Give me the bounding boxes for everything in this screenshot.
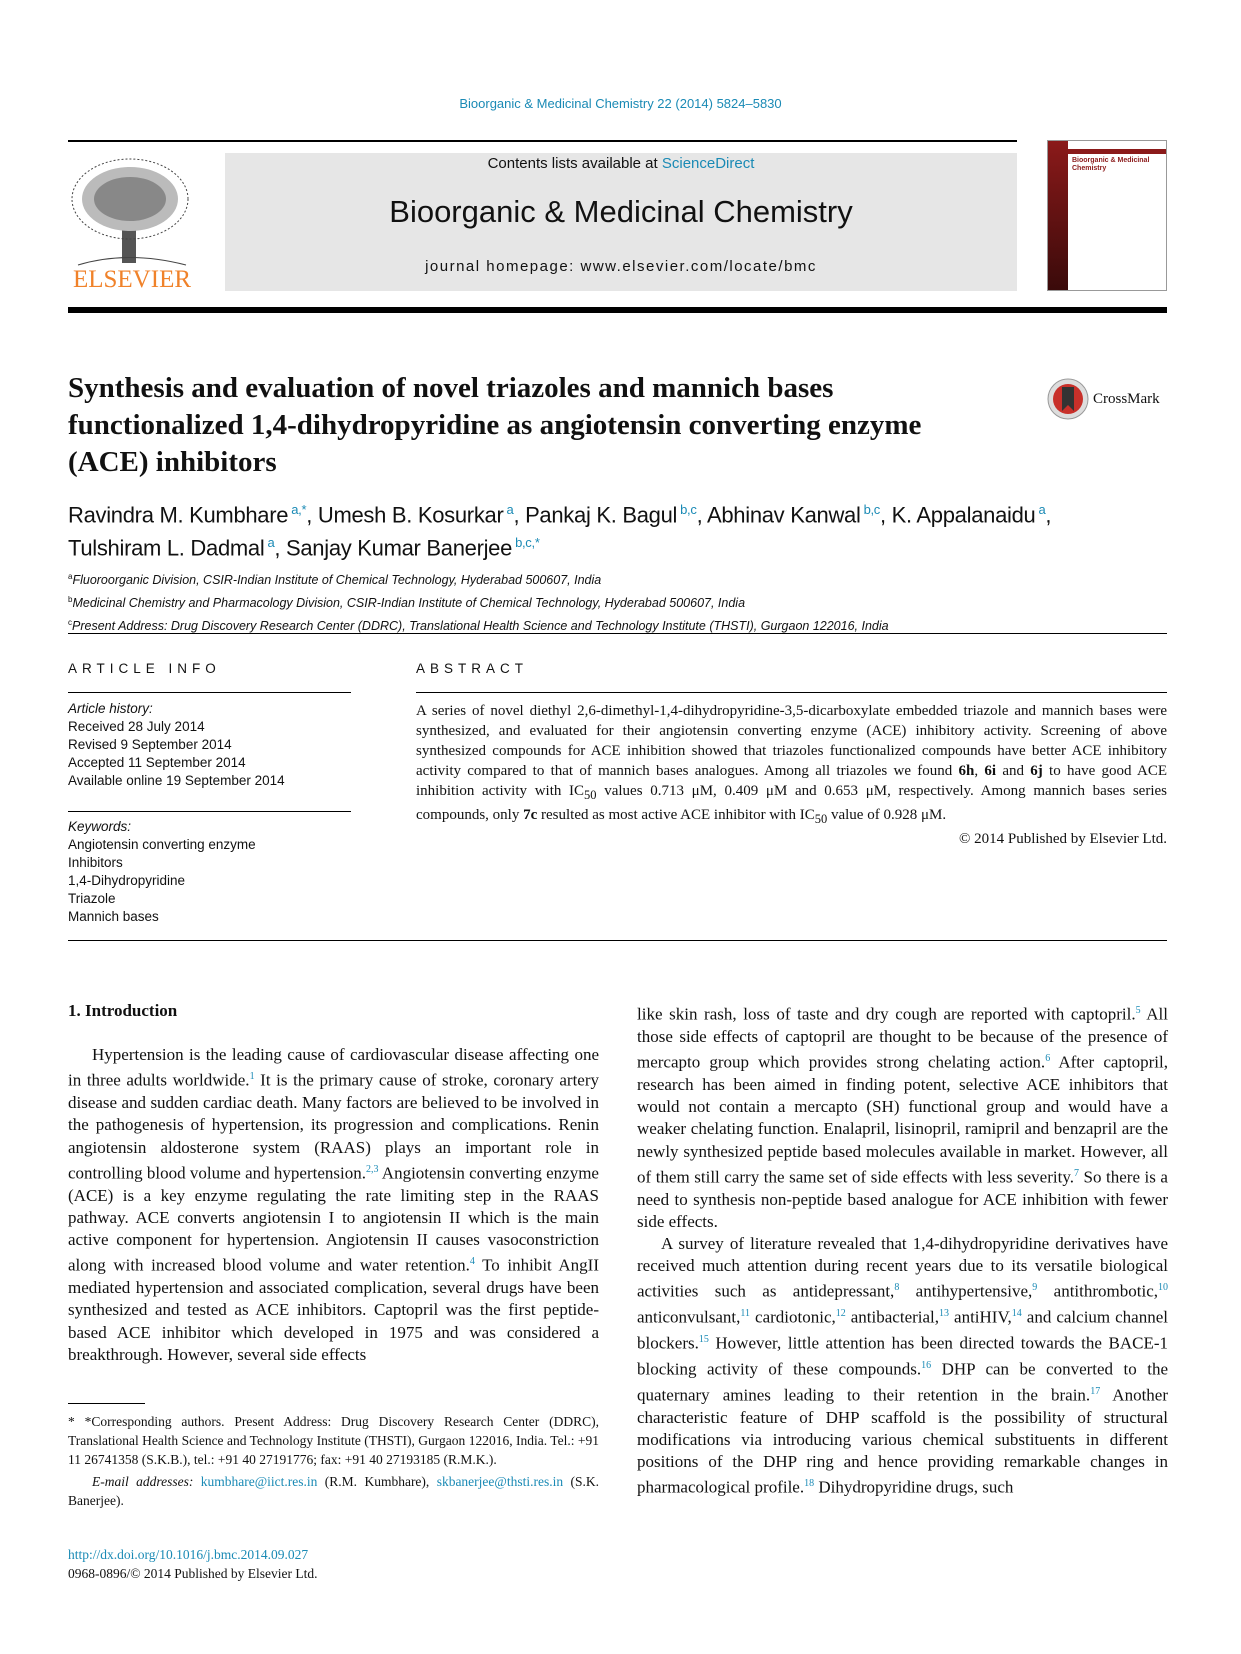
- reference-citation[interactable]: 4: [469, 1256, 475, 1268]
- divider: [68, 692, 351, 693]
- reference-citation[interactable]: 13: [939, 1308, 950, 1320]
- affiliation-mark: c: [68, 618, 72, 628]
- reference-citation[interactable]: 18: [804, 1478, 815, 1490]
- affiliation-text: Medicinal Chemistry and Pharmacology Division, CSIR-Indian Institute of Chemical Technology, Hyderabad 500607, India: [72, 596, 746, 611]
- author-separator: ,: [274, 535, 286, 561]
- history-label: Article history:: [68, 701, 153, 716]
- text-run: 50: [584, 788, 597, 802]
- svg-text:ELSEVIER: ELSEVIER: [72, 266, 192, 291]
- text-run: A survey of literature revealed that 1,4-dihydropyridine derivatives have received much attention during recent years due to its versatile biological activities such as antidepressant,: [637, 1234, 1168, 1302]
- text-run: antihypertensive,: [899, 1282, 1033, 1302]
- doi-block: [68, 1545, 318, 1583]
- compound-label: 6i: [984, 763, 997, 779]
- author-name: K. Appalanaidu: [891, 502, 1036, 528]
- author-separator: ,: [1045, 502, 1052, 528]
- text-run: cardiotonic,: [750, 1307, 836, 1327]
- email-link-kumbhare[interactable]: kumbhare@iict.res.in: [200, 1474, 318, 1489]
- reference-citation[interactable]: 10: [1158, 1282, 1169, 1294]
- journal-cover-thumbnail[interactable]: [1047, 140, 1167, 291]
- journal-name: Bioorganic & Medicinal Chemistry: [389, 194, 853, 229]
- footnote-rule: [68, 1403, 145, 1404]
- keyword: Mannich bases: [68, 909, 159, 924]
- affiliation-text: Fluoroorganic Division, CSIR-Indian Institute of Chemical Technology, Hyderabad 500607, India: [72, 573, 602, 588]
- author-separator: ,: [696, 502, 707, 528]
- author-name: Pankaj K. Bagul: [525, 502, 678, 528]
- reference-citation[interactable]: 2,3: [365, 1163, 379, 1175]
- text-run: value of 0.928 μM.: [827, 807, 947, 823]
- author-affiliation-marks[interactable]: a: [1038, 502, 1046, 517]
- author-separator: ,: [880, 502, 892, 528]
- keyword: Triazole: [68, 891, 116, 906]
- crossmark-badge[interactable]: [1047, 378, 1160, 420]
- reference-citation[interactable]: 15: [698, 1334, 709, 1346]
- email-owner: (R.M. Kumbhare),: [317, 1474, 437, 1489]
- keyword: Inhibitors: [68, 855, 123, 870]
- affiliations: [68, 567, 889, 636]
- email-label: E-mail addresses:: [92, 1474, 194, 1489]
- compound-label: 7c: [523, 807, 538, 823]
- text-run: A series of novel diethyl 2,6-dimethyl-1,4-dihydropyridine-3,5-dicarboxylate embedded triazole and mannich bases were synthesized, and evaluated for their angiotensin converting enzyme (ACE) inhibitory activity. Screening of above synthesized compounds for ACE inhibition showed that triazoles functionalized compounds have better ACE inhibitory activity compared to that of mannich bases analogues. Among all triazoles we found: [416, 703, 1167, 779]
- contents-line: [225, 155, 1017, 172]
- text-run: to have good ACE inhibition activity with IC: [416, 763, 1167, 799]
- text-run: DHP can be converted to the quaternary amines leading to their retention in the brain.: [637, 1359, 1168, 1405]
- email-owner: (S.K. Banerjee).: [68, 1474, 599, 1508]
- divider: [68, 940, 1167, 941]
- divider: [68, 811, 351, 812]
- text-run: So there is a need to synthesis non-peptide based analogue for ACE inhibition with fewer side effects.: [637, 1167, 1168, 1231]
- journal-reference[interactable]: [0, 96, 1241, 111]
- author-name: Tulshiram L. Dadmal: [68, 535, 265, 561]
- keywords-label: Keywords:: [68, 819, 132, 834]
- text-run: anticonvulsant,: [637, 1307, 741, 1327]
- elsevier-tree-icon: [68, 155, 196, 291]
- body-right-column: [637, 1000, 1168, 1499]
- email-link-banerjee[interactable]: skbanerjee@thsti.res.in: [436, 1474, 564, 1489]
- author-affiliation-marks[interactable]: a,*: [291, 502, 307, 517]
- history-item: Received 28 July 2014: [68, 719, 205, 734]
- corresponding-author-note: * *Corresponding authors. Present Address: Drug Discovery Research Center (DDRC), Translational Health Science and Technology Institute (THSTI), Gurgaon 122016, India. Tel.: +91 11 26741358 (S.K.B.), tel.: +91 40 27191776; fax: +91 40 27193185 (R.M.K.).: [68, 1414, 599, 1467]
- affiliation-text: Present Address: Drug Discovery Research Center (DDRC), Translational Health Science and Technology Institute (THSTI), Gurgaon 122016, India: [72, 619, 889, 634]
- history-item: Accepted 11 September 2014: [68, 755, 246, 770]
- affiliation-mark: b: [68, 595, 73, 605]
- text-run: It is the primary cause of stroke, coronary artery disease and sudden cardiac death. Many factors are believed to be involved in the pathogenesis of hypertension, its progression and complications. Renin angiotensin aldosterone system (RAAS) plays an important role in controlling blood volume and hypertension.: [68, 1071, 599, 1183]
- journal-banner: [225, 153, 1017, 291]
- contents-label: Contents lists available at: [487, 155, 662, 172]
- text-run: resulted as most active ACE inhibitor with IC: [537, 807, 815, 823]
- journal-reference-link[interactable]: Bioorganic & Medicinal Chemistry 22 (2014) 5824–5830: [459, 96, 782, 111]
- compound-label: 6h: [958, 763, 975, 779]
- author-affiliation-marks[interactable]: b,c: [863, 502, 881, 517]
- footnotes: [68, 1412, 599, 1510]
- reference-citation[interactable]: 1: [249, 1071, 255, 1083]
- reference-citation[interactable]: 6: [1045, 1053, 1051, 1065]
- text-run: and calcium channel blockers.: [637, 1307, 1168, 1353]
- text-run: antiHIV,: [949, 1307, 1012, 1327]
- author-separator: ,: [306, 502, 318, 528]
- reference-citation[interactable]: 8: [894, 1282, 900, 1294]
- cover-bar: [1068, 149, 1166, 154]
- cover-band: [1048, 141, 1068, 290]
- text-run: To inhibit AngII mediated hypertension and associated complication, several drugs have been synthesized and tested as ACE inhibitors. Captopril was the first peptide-based ACE inhibitor which developed in 1975 and was considered a breakthrough. However, several side effects: [68, 1256, 599, 1364]
- text-run: values 0.713 μM, 0.409 μM and 0.653 μM, respectively. Among mannich bases series compounds, only: [416, 783, 1167, 823]
- reference-citation[interactable]: 16: [921, 1359, 932, 1371]
- article-title: Synthesis and evaluation of novel triazoles and mannich bases functionalized 1,4-dihydropyridine as angiotensin converting enzyme (ACE) inhibitors: [68, 372, 922, 478]
- text-run: antithrombotic,: [1037, 1282, 1159, 1302]
- crossmark-icon: [1047, 378, 1089, 420]
- history-item: Revised 9 September 2014: [68, 737, 232, 752]
- reference-citation[interactable]: 11: [740, 1308, 751, 1320]
- text-run: and: [996, 763, 1031, 779]
- abstract-text: [416, 701, 1167, 829]
- text-run: 50: [814, 812, 828, 826]
- text-run: like skin rash, loss of taste and dry cough are reported with captopril.: [637, 1004, 1136, 1024]
- abstract-copyright: © 2014 Published by Elsevier Ltd.: [958, 831, 1167, 847]
- elsevier-logo[interactable]: [68, 155, 196, 291]
- text-run: All those side effects of captopril are thought to be because of the presence of mercapto group which provides strong chelating action.: [637, 1004, 1168, 1072]
- issn-line: 0968-0896/© 2014 Published by Elsevier Ltd.: [68, 1566, 318, 1581]
- author-name: Sanjay Kumar Banerjee: [286, 535, 513, 561]
- header-thick-rule: [68, 307, 1167, 313]
- crossmark-label: CrossMark: [1093, 390, 1160, 407]
- reference-citation[interactable]: 5: [1135, 1005, 1141, 1016]
- article-info-heading: ARTICLE INFO: [68, 661, 221, 676]
- divider: [68, 633, 1167, 634]
- compound-label: 6j: [1030, 763, 1043, 779]
- keyword: 1,4-Dihydropyridine: [68, 873, 186, 888]
- affiliation-mark: a: [68, 572, 73, 581]
- body-left-column: [68, 1000, 599, 1366]
- text-run: Dihydropyridine drugs, such: [814, 1477, 1014, 1497]
- author-name: Abhinav Kanwal: [706, 502, 861, 528]
- affiliation: [68, 567, 889, 590]
- sciencedirect-link[interactable]: ScienceDirect: [661, 155, 755, 172]
- reference-citation[interactable]: 17: [1090, 1385, 1101, 1397]
- abstract-heading: ABSTRACT: [416, 661, 529, 676]
- text-run: Hypertension is the leading cause of cardiovascular disease affecting one in three adults worldwide.: [68, 1045, 599, 1091]
- author-affiliation-marks[interactable]: b,c: [680, 502, 697, 517]
- section-heading-introduction: 1. Introduction: [68, 1001, 178, 1020]
- divider: [416, 692, 1167, 693]
- text-run: Another characteristic feature of DHP scaffold is the possibility of structural modifications via introducing various chemical substituents in different positions of the DHP ring and hence providing remarkable changes in pharmacological profile.: [637, 1385, 1168, 1497]
- history-item: Available online 19 September 2014: [68, 773, 285, 788]
- author-affiliation-marks[interactable]: b,c,*: [515, 535, 540, 551]
- paragraph: [68, 1044, 599, 1366]
- reference-citation[interactable]: 14: [1011, 1308, 1022, 1320]
- text-run: antibacterial,: [845, 1307, 940, 1327]
- author-name: Umesh B. Kosurkar: [317, 502, 504, 528]
- text-run: ,: [974, 763, 985, 779]
- keyword: Angiotensin converting enzyme: [68, 837, 256, 852]
- keywords: [68, 818, 351, 926]
- text-run: However, little attention has been directed towards the BACE-1 blocking activity of these compounds.: [637, 1333, 1168, 1379]
- author-affiliation-marks[interactable]: a: [506, 502, 514, 517]
- paragraph: [637, 1233, 1168, 1499]
- email-note: [68, 1472, 599, 1510]
- author-affiliation-marks[interactable]: a: [267, 535, 275, 551]
- reference-citation[interactable]: 7: [1073, 1167, 1079, 1179]
- affiliation: [68, 590, 889, 613]
- text-run: After captopril, research has been aimed in finding potent, selective ACE inhibitors that would not contain a mercapto (SH) functional group and would have a weaker chelating function. Enalapril, lisinopril, ramipril and benzapril are the newly synthesized peptide based molecules available in market. However, all of them still carry the same set of side effects with less severity.: [637, 1052, 1168, 1187]
- paragraph: [637, 1000, 1168, 1233]
- abstract: [416, 701, 1167, 849]
- article-history: [68, 700, 351, 790]
- reference-citation[interactable]: 9: [1032, 1282, 1038, 1294]
- cover-title: Bioorganic & Medicinal Chemistry: [1072, 157, 1150, 172]
- author-name: Ravindra M. Kumbhare: [68, 502, 289, 528]
- reference-citation[interactable]: 12: [835, 1308, 846, 1320]
- doi-link[interactable]: http://dx.doi.org/10.1016/j.bmc.2014.09.027: [68, 1547, 309, 1562]
- author-separator: ,: [513, 502, 526, 528]
- text-run: Angiotensin converting enzyme (ACE) is a key enzyme regulating the rate limiting step in the RAAS pathway. ACE converts angiotensin I to angiotensin II which is the main active component for hypertension. Angiotensin II causes vasoconstriction along with increased blood volume and water retention.: [68, 1163, 599, 1275]
- author-list: [68, 496, 1168, 563]
- journal-homepage[interactable]: journal homepage: www.elsevier.com/locate/bmc: [425, 258, 817, 275]
- header-rule: [68, 140, 1017, 142]
